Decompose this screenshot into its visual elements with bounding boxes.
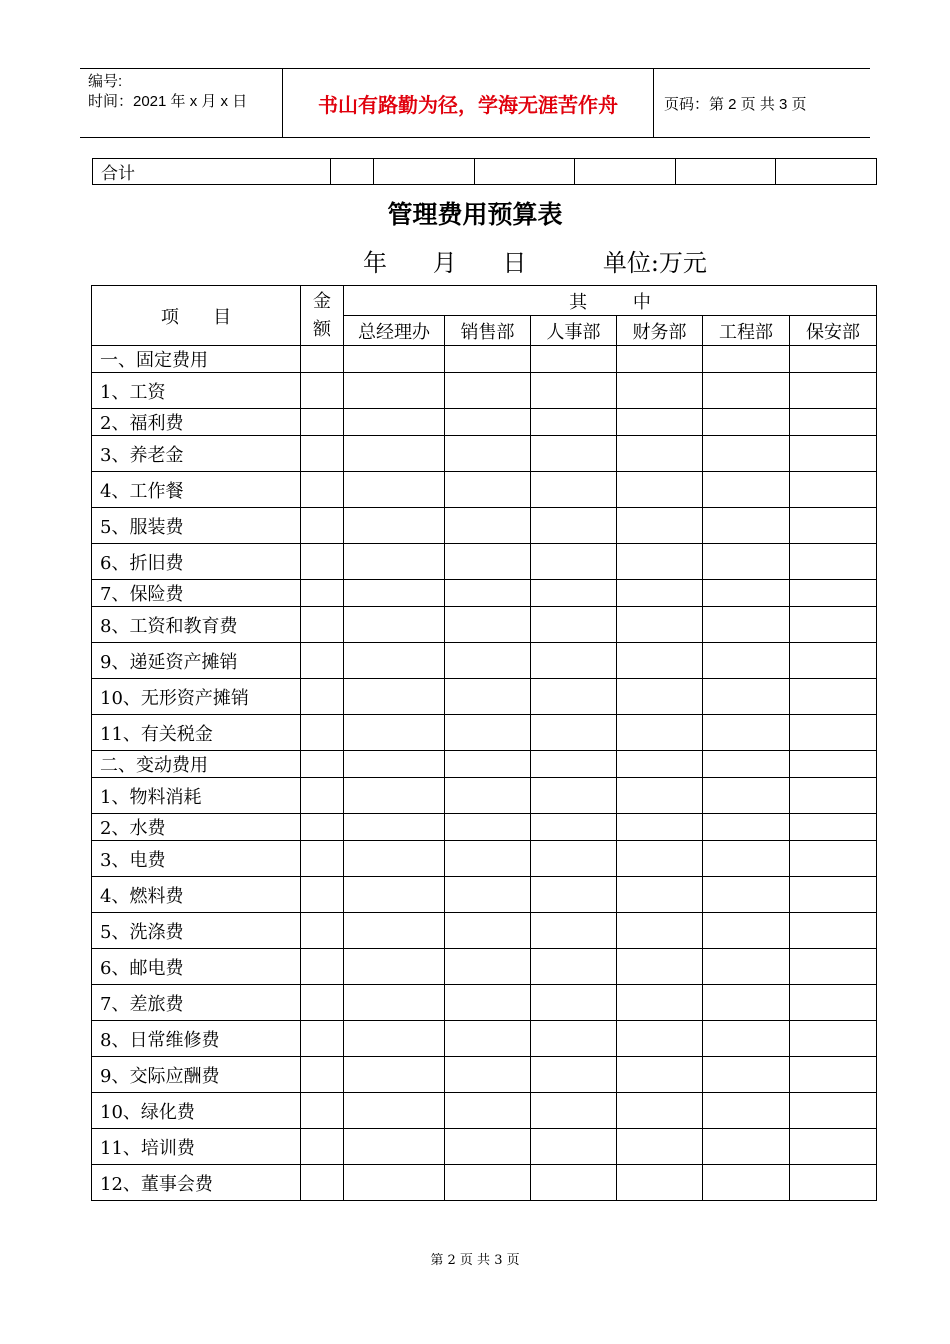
row-label: 3、养老金: [92, 436, 301, 472]
table-row: [92, 409, 877, 436]
row-label: 2、水费: [92, 814, 301, 841]
value-cell: [617, 778, 703, 814]
value-cell: [301, 1093, 344, 1129]
row-label: 8、工资和教育费: [92, 607, 301, 643]
value-cell: [617, 607, 703, 643]
value-cell: [531, 580, 617, 607]
value-cell: [344, 715, 445, 751]
value-cell: [790, 679, 877, 715]
value-cell: [531, 841, 617, 877]
total-row: [93, 159, 877, 185]
value-cell: [617, 472, 703, 508]
value-cell: [445, 1093, 531, 1129]
table-row: [92, 1057, 877, 1093]
table-row: [92, 643, 877, 679]
row-label: 4、工作餐: [92, 472, 301, 508]
value-cell: [445, 814, 531, 841]
value-cell: [531, 1021, 617, 1057]
value-cell: [301, 1165, 344, 1201]
value-cell: [703, 877, 790, 913]
value-cell: [301, 949, 344, 985]
row-label: 3、电费: [92, 841, 301, 877]
value-cell: [790, 1165, 877, 1201]
value-cell: [617, 544, 703, 580]
department-header: 销售部: [445, 316, 531, 346]
value-cell: [790, 814, 877, 841]
value-cell: [344, 373, 445, 409]
total-cell: [374, 159, 475, 185]
value-cell: [301, 373, 344, 409]
value-cell: [790, 949, 877, 985]
value-cell: [790, 751, 877, 778]
value-cell: [790, 580, 877, 607]
amount-header: 金 额: [301, 286, 344, 346]
row-label: 7、保险费: [92, 580, 301, 607]
row-label: 10、无形资产摊销: [92, 679, 301, 715]
value-cell: [301, 1021, 344, 1057]
value-cell: [344, 1165, 445, 1201]
value-cell: [790, 508, 877, 544]
value-cell: [344, 436, 445, 472]
value-cell: [531, 1093, 617, 1129]
value-cell: [445, 913, 531, 949]
table-row: [92, 715, 877, 751]
department-header: 保安部: [790, 316, 877, 346]
value-cell: [344, 751, 445, 778]
table-row: [92, 508, 877, 544]
value-cell: [344, 472, 445, 508]
row-label: 1、工资: [92, 373, 301, 409]
value-cell: [344, 409, 445, 436]
value-cell: [301, 877, 344, 913]
row-label: 9、交际应酬费: [92, 1057, 301, 1093]
value-cell: [790, 913, 877, 949]
value-cell: [445, 580, 531, 607]
value-cell: [344, 1021, 445, 1057]
value-cell: [531, 508, 617, 544]
motto-text: 书山有路勤为径，学海无涯苦作舟: [318, 92, 618, 117]
value-cell: [531, 877, 617, 913]
table-row: [92, 544, 877, 580]
value-cell: [531, 715, 617, 751]
table-row: [92, 1165, 877, 1201]
value-cell: [531, 643, 617, 679]
value-cell: [301, 580, 344, 607]
value-cell: [301, 544, 344, 580]
table-row: [92, 913, 877, 949]
value-cell: [617, 877, 703, 913]
value-cell: [531, 949, 617, 985]
value-cell: [301, 778, 344, 814]
value-cell: [445, 715, 531, 751]
value-cell: [531, 679, 617, 715]
value-cell: [531, 814, 617, 841]
table-row: [92, 580, 877, 607]
value-cell: [617, 949, 703, 985]
value-cell: [301, 1129, 344, 1165]
value-cell: [617, 913, 703, 949]
value-cell: [445, 679, 531, 715]
value-cell: [344, 607, 445, 643]
value-cell: [301, 985, 344, 1021]
value-cell: [790, 1129, 877, 1165]
value-cell: [301, 1057, 344, 1093]
value-cell: [703, 508, 790, 544]
value-cell: [344, 346, 445, 373]
value-cell: [445, 409, 531, 436]
row-label: 8、日常维修费: [92, 1021, 301, 1057]
value-cell: [703, 436, 790, 472]
value-cell: [301, 508, 344, 544]
value-cell: [301, 679, 344, 715]
table-row: [92, 949, 877, 985]
value-cell: [445, 643, 531, 679]
table-row: [92, 1129, 877, 1165]
value-cell: [790, 544, 877, 580]
value-cell: [617, 841, 703, 877]
value-cell: [344, 1093, 445, 1129]
value-cell: [344, 679, 445, 715]
value-cell: [531, 1057, 617, 1093]
value-cell: [790, 346, 877, 373]
value-cell: [790, 985, 877, 1021]
total-cell: [776, 159, 877, 185]
value-cell: [531, 751, 617, 778]
row-label: 1、物料消耗: [92, 778, 301, 814]
item-header: 项 目: [92, 286, 301, 346]
value-cell: [790, 877, 877, 913]
time-label: 时间：2021 年 x 月 x 日: [88, 93, 248, 110]
page-footer: 第 2 页 共 3 页: [430, 1253, 520, 1268]
number-label: 编号:: [88, 73, 123, 90]
value-cell: [344, 949, 445, 985]
department-header: 总经理办: [344, 316, 445, 346]
value-cell: [445, 472, 531, 508]
value-cell: [790, 1057, 877, 1093]
value-cell: [703, 949, 790, 985]
table-row: [92, 841, 877, 877]
value-cell: [703, 841, 790, 877]
total-cell: [475, 159, 575, 185]
value-cell: [344, 778, 445, 814]
value-cell: [445, 751, 531, 778]
table-row: [92, 346, 877, 373]
value-cell: [617, 679, 703, 715]
header-meta: [80, 69, 282, 137]
table-row: [92, 778, 877, 814]
value-cell: [617, 985, 703, 1021]
value-cell: [703, 1021, 790, 1057]
value-cell: [617, 346, 703, 373]
row-label: 5、洗涤费: [92, 913, 301, 949]
value-cell: [301, 472, 344, 508]
value-cell: [617, 373, 703, 409]
table-row: [92, 679, 877, 715]
value-cell: [617, 1165, 703, 1201]
value-cell: [617, 508, 703, 544]
value-cell: [703, 751, 790, 778]
value-cell: [301, 841, 344, 877]
value-cell: [790, 1021, 877, 1057]
value-cell: [703, 814, 790, 841]
header-row-1: [92, 286, 877, 316]
value-cell: [301, 436, 344, 472]
value-cell: [703, 715, 790, 751]
value-cell: [531, 1165, 617, 1201]
row-label: 11、培训费: [92, 1129, 301, 1165]
value-cell: [790, 643, 877, 679]
value-cell: [703, 913, 790, 949]
header-motto-cell: [282, 69, 654, 137]
date-unit-line: 年 月 日 单位:万元: [363, 249, 707, 277]
value-cell: [445, 985, 531, 1021]
value-cell: [790, 715, 877, 751]
value-cell: [445, 841, 531, 877]
value-cell: [617, 643, 703, 679]
value-cell: [445, 346, 531, 373]
row-label: 10、绿化费: [92, 1093, 301, 1129]
page-code: 页码：第 2 页 共 3 页: [664, 95, 807, 113]
value-cell: [703, 607, 790, 643]
value-cell: [445, 1129, 531, 1165]
table-row: [92, 472, 877, 508]
total-label: 合计: [93, 159, 331, 185]
value-cell: [445, 949, 531, 985]
value-cell: [531, 436, 617, 472]
value-cell: [445, 1021, 531, 1057]
value-cell: [344, 508, 445, 544]
value-cell: [703, 985, 790, 1021]
table-row: [92, 814, 877, 841]
value-cell: [703, 580, 790, 607]
value-cell: [445, 373, 531, 409]
department-header: 财务部: [617, 316, 703, 346]
row-label: 11、有关税金: [92, 715, 301, 751]
value-cell: [531, 346, 617, 373]
value-cell: [301, 643, 344, 679]
table-row: [92, 877, 877, 913]
total-cell: [575, 159, 676, 185]
value-cell: [790, 778, 877, 814]
value-cell: [531, 985, 617, 1021]
value-cell: [617, 1057, 703, 1093]
value-cell: [531, 607, 617, 643]
row-label: 6、折旧费: [92, 544, 301, 580]
value-cell: [344, 643, 445, 679]
value-cell: [703, 679, 790, 715]
value-cell: [344, 580, 445, 607]
value-cell: [790, 409, 877, 436]
page-header: [80, 68, 870, 138]
value-cell: [703, 373, 790, 409]
value-cell: [531, 409, 617, 436]
table-row: [92, 373, 877, 409]
row-label: 2、福利费: [92, 409, 301, 436]
value-cell: [703, 1093, 790, 1129]
value-cell: [703, 1165, 790, 1201]
value-cell: [790, 472, 877, 508]
value-cell: [617, 814, 703, 841]
row-label: 7、差旅费: [92, 985, 301, 1021]
value-cell: [344, 1057, 445, 1093]
value-cell: [301, 814, 344, 841]
value-cell: [531, 373, 617, 409]
value-cell: [617, 580, 703, 607]
value-cell: [344, 544, 445, 580]
value-cell: [344, 985, 445, 1021]
value-cell: [445, 508, 531, 544]
value-cell: [301, 409, 344, 436]
value-cell: [790, 436, 877, 472]
value-cell: [617, 409, 703, 436]
value-cell: [531, 778, 617, 814]
value-cell: [301, 751, 344, 778]
value-cell: [703, 409, 790, 436]
value-cell: [703, 1129, 790, 1165]
budget-table: [91, 285, 877, 1201]
value-cell: [703, 544, 790, 580]
department-header: 工程部: [703, 316, 790, 346]
value-cell: [445, 436, 531, 472]
value-cell: [344, 913, 445, 949]
page-title: 管理费用预算表: [387, 200, 563, 229]
row-label: 5、服装费: [92, 508, 301, 544]
value-cell: [445, 877, 531, 913]
value-cell: [445, 607, 531, 643]
table-row: [92, 607, 877, 643]
value-cell: [790, 373, 877, 409]
department-header: 人事部: [531, 316, 617, 346]
row-label: 6、邮电费: [92, 949, 301, 985]
value-cell: [703, 346, 790, 373]
table-row: [92, 985, 877, 1021]
value-cell: [531, 472, 617, 508]
value-cell: [301, 715, 344, 751]
value-cell: [344, 1129, 445, 1165]
value-cell: [703, 472, 790, 508]
value-cell: [531, 544, 617, 580]
value-cell: [617, 436, 703, 472]
value-cell: [703, 643, 790, 679]
value-cell: [445, 1165, 531, 1201]
table-row: [92, 1093, 877, 1129]
value-cell: [790, 1093, 877, 1129]
row-label: 二、变动费用: [92, 751, 301, 778]
value-cell: [344, 814, 445, 841]
value-cell: [344, 877, 445, 913]
value-cell: [617, 715, 703, 751]
value-cell: [790, 607, 877, 643]
value-cell: [445, 1057, 531, 1093]
value-cell: [617, 1129, 703, 1165]
value-cell: [790, 841, 877, 877]
value-cell: [703, 778, 790, 814]
value-cell: [531, 1129, 617, 1165]
among-header: 其 中: [344, 286, 877, 316]
total-cell: [331, 159, 374, 185]
row-label: 12、董事会费: [92, 1165, 301, 1201]
value-cell: [445, 778, 531, 814]
value-cell: [703, 1057, 790, 1093]
row-label: 一、固定费用: [92, 346, 301, 373]
value-cell: [617, 1093, 703, 1129]
value-cell: [445, 544, 531, 580]
total-table: [92, 158, 877, 185]
value-cell: [344, 841, 445, 877]
value-cell: [301, 346, 344, 373]
value-cell: [301, 607, 344, 643]
row-label: 9、递延资产摊销: [92, 643, 301, 679]
value-cell: [617, 751, 703, 778]
table-row: [92, 1021, 877, 1057]
table-row: [92, 436, 877, 472]
row-label: 4、燃料费: [92, 877, 301, 913]
total-cell: [676, 159, 776, 185]
value-cell: [301, 913, 344, 949]
value-cell: [617, 1021, 703, 1057]
value-cell: [531, 913, 617, 949]
table-row: [92, 751, 877, 778]
